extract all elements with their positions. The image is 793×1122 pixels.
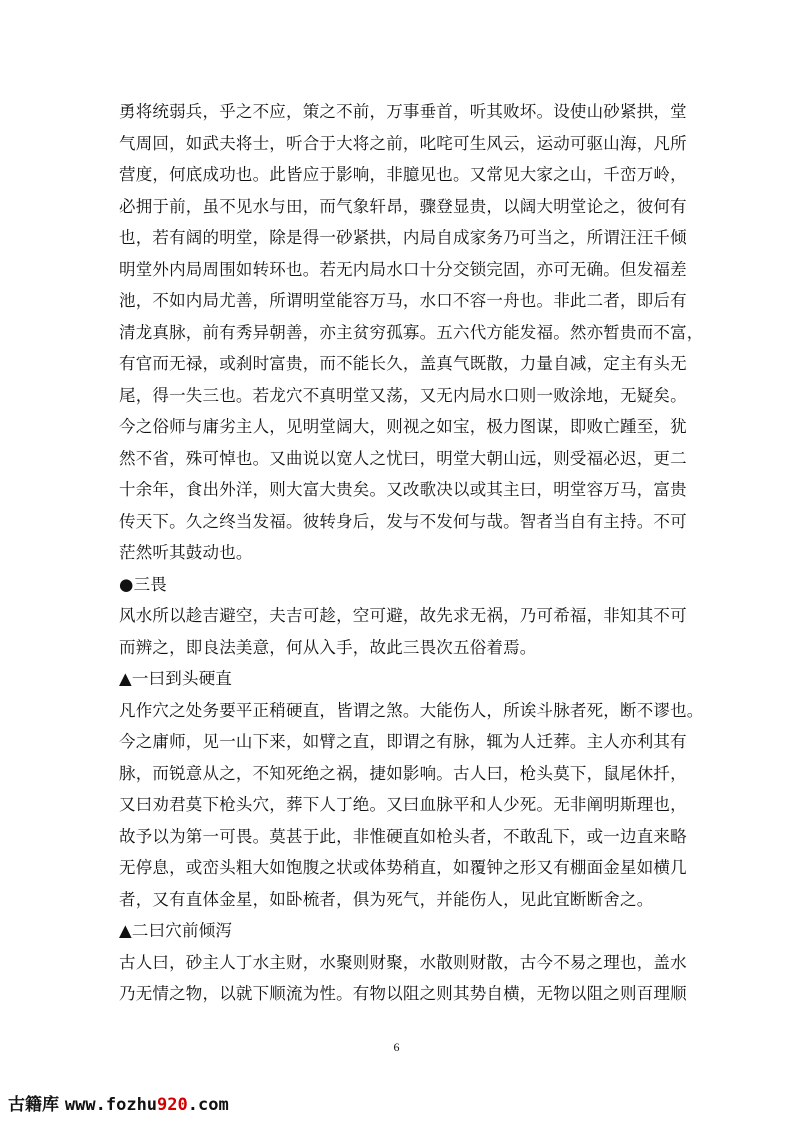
subsection-heading: ▲一曰到头硬直 bbox=[119, 669, 233, 688]
text-line: 无停息，或峦头粗大如饱腹之状或体势稍直，如覆钟之形又有棚面金星如横几 bbox=[119, 858, 687, 877]
text-line: 传天下。久之终当发福。彼转身后，发与不发何与哉。智者当自有主持。不可 bbox=[119, 511, 687, 531]
text-line: 然不省，殊可悼也。又曲说以宽人之忧曰，明堂大朝山远，则受福必迟，更二 bbox=[119, 448, 687, 468]
text-line: 池，不如内局尤善，所谓明堂能容万马，水口不容一舟也。非此二者，即后有 bbox=[119, 291, 687, 310]
text-line: 乃无情之物，以就下顺流为性。有物以阻之则其势自横，无物以阻之则百理顺 bbox=[119, 984, 687, 1003]
text-line: 者，又有直体金星，如卧梳者，俱为死气，并能伤人，见此宜断断舍之。 bbox=[119, 889, 654, 909]
watermark-url-accent: 920 bbox=[157, 1095, 188, 1115]
subsection-heading: ▲二曰穴前倾泻 bbox=[119, 921, 233, 940]
text-line: 风水所以趁吉避空，夫吉可趁，空可避，故先求无祸，乃可希福，非知其不可 bbox=[119, 606, 687, 625]
watermark-brand: 古籍库 bbox=[8, 1095, 59, 1115]
text-line: 脉，而锐意从之，不知死绝之祸，捷如影响。古人曰，枪头莫下，鼠尾休扦， bbox=[119, 763, 687, 783]
text-line: 今之庸师，见一山下来，如臂之直，即谓之有脉，辄为人迁葬。主人亦利其有 bbox=[119, 732, 687, 751]
text-line: 故予以为第一可畏。莫甚于此，非惟硬直如枪头者，不敢乱下，或一边直来略 bbox=[119, 826, 687, 846]
text-line: 必拥于前，虽不见水与田，而气象轩昂，骤登显贵，以阔大明堂论之，彼何有 bbox=[119, 196, 687, 216]
page-body bbox=[119, 96, 704, 1010]
page-number: 6 bbox=[393, 1040, 400, 1054]
text-line: 也，若有阔的明堂，除是得一砂紧拱，内局自成家务乃可当之，所谓汪汪千倾 bbox=[119, 228, 687, 247]
text-line: 气周回，如武夫将士，听合于大将之前，叱咤可生风云，运动可驱山海，凡所 bbox=[119, 133, 687, 153]
text-line: 营度，何底成功也。此皆应于影响，非臆见也。又常见大家之山，千峦万岭， bbox=[119, 165, 687, 184]
text-line: 清龙真脉，前有秀异朝善，亦主贫穷孤寡。五六代方能发福。然亦暂贵而不富， bbox=[119, 322, 704, 342]
text-line: 勇将统弱兵，乎之不应，策之不前，万事垂首，听其败坏。设使山砂紧拱，堂 bbox=[119, 102, 687, 121]
text-line: 又曰劝君莫下枪头穴，葬下人丁绝。又曰血脉平和人少死。无非阐明斯理也， bbox=[119, 795, 687, 814]
watermark-url bbox=[65, 1095, 229, 1115]
text-line: 有官而无禄，或刹时富贵，而不能长久，盖真气既散，力量自减，定主有头无 bbox=[119, 354, 687, 373]
text-line: 今之俗师与庸劣主人，见明堂阔大，则视之如宝，极力图谋，即败亡踵至，犹 bbox=[119, 417, 687, 436]
watermark-url-suffix: .com bbox=[187, 1095, 229, 1115]
text-line: 明堂外内局周围如转环也。若无内局水口十分交锁完固，亦可无确。但发福差 bbox=[119, 259, 687, 279]
text-line: 十余年，食出外洋，则大富大贵矣。又改歌决以或其主曰，明堂容万马，富贵 bbox=[119, 480, 687, 499]
text-line: 古人曰，砂主人丁水主财，水聚则财聚，水散则财散，古今不易之理也，盖水 bbox=[119, 952, 687, 972]
section-heading: ●三畏 bbox=[119, 574, 167, 594]
text-line: 茫然听其鼓动也。 bbox=[119, 543, 253, 562]
text-line: 尾，得一失三也。若龙穴不真明堂又荡，又无内局水口则一败涂地，无疑矣。 bbox=[119, 385, 687, 405]
footer-watermark bbox=[8, 1090, 229, 1115]
text-line: 而辨之，即良法美意，何从入手，故此三畏次五俗着焉。 bbox=[119, 637, 537, 657]
text-line: 凡作穴之处务要平正稍硬直，皆谓之煞。大能伤人，所诶斗脉者死，断不谬也。 bbox=[119, 700, 704, 720]
watermark-url-prefix: www.fozhu bbox=[64, 1095, 158, 1115]
